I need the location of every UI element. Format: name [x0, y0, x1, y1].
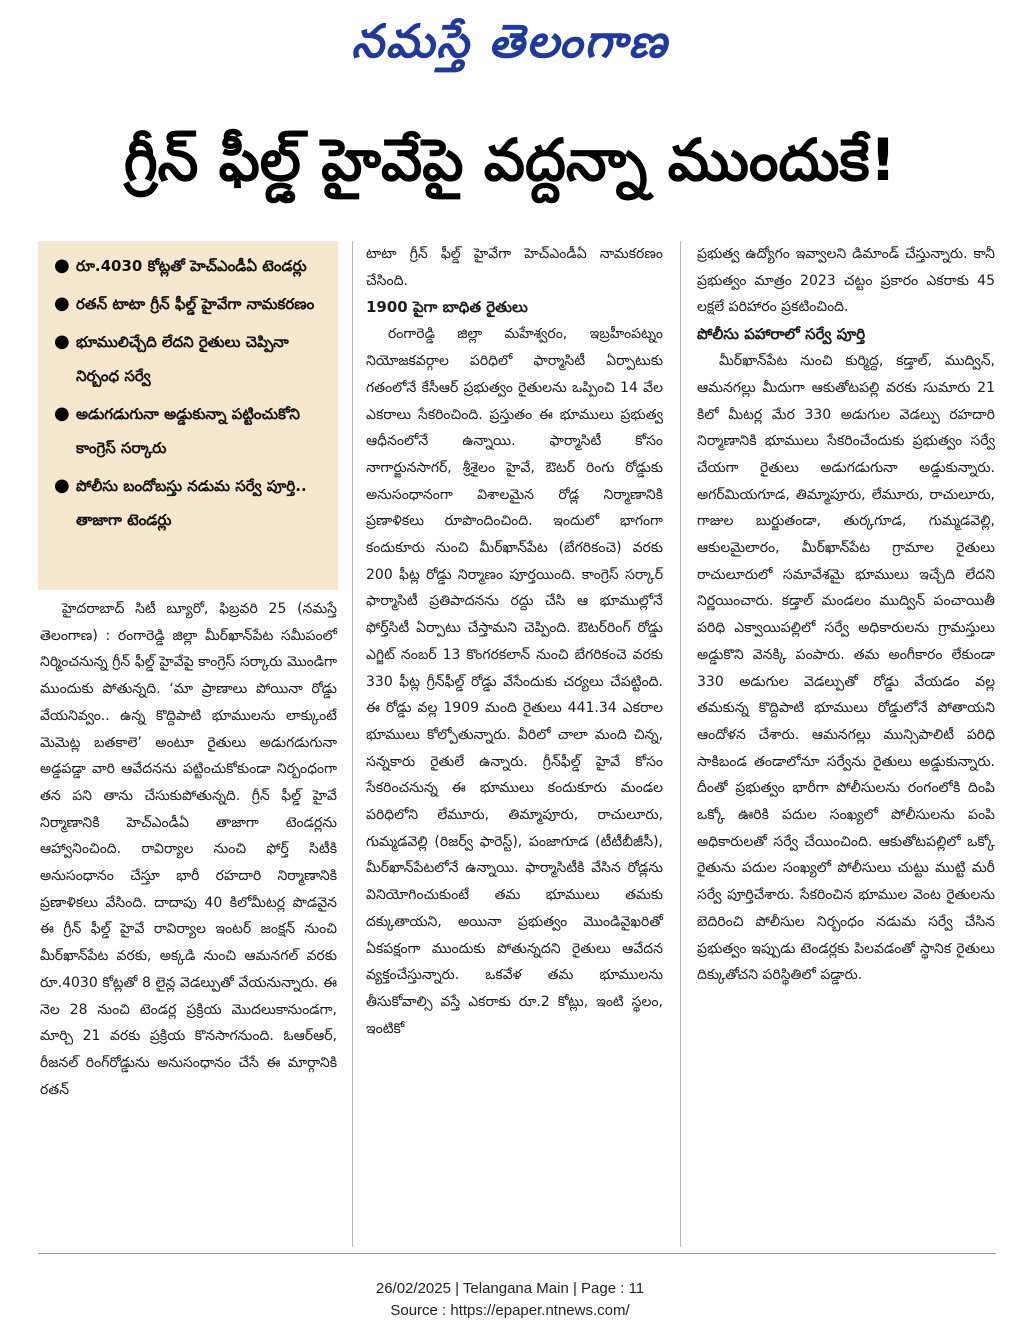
footer-divider: [38, 1253, 996, 1254]
bullet-icon: ●: [54, 475, 70, 496]
highlight-text: రతన్ టాటా గ్రీన్ ఫీల్డ్ హైవేగా నామకరణం: [76, 295, 315, 313]
highlight-item: [54, 287, 328, 321]
headline: గ్రీన్ ఫీల్డ్ హైవేపై వద్దన్నా ముందుకే!: [123, 126, 897, 194]
footer-date-page: 26/02/2025 | Telangana Main | Page : 11: [375, 1280, 645, 1297]
highlight-item: [54, 325, 328, 393]
highlight-text: అడుగడుగునా అడ్డుకున్నా పట్టించుకోని కాంగ్రెస్ సర్కారు: [76, 405, 300, 457]
bullet-icon: ●: [54, 331, 70, 352]
column-divider: [680, 241, 681, 1247]
masthead-logo: నమస్తే తెలంగాణ: [351, 14, 669, 68]
highlight-item: [54, 469, 328, 537]
article-paragraph: హైదరాబాద్ సిటీ బ్యూరో, ఫిబ్రవరి 25 (నమస్తే తెలంగాణ) : రంగారెడ్డి జిల్లా మీర్‌ఖాన్‌పేట సమీపంలో నిర్మించనున్న గ్రీన్ ఫీల్డ్ హైవేపై కాంగ్రెస్ సర్కారు మొండిగా ముందుకు పోతున్నది. ‘మా ప్రాణాలు పోయినా రోడ్డు వేయనివ్వం.. ఉన్న కొద్దిపాటి భూములను లాక్కుంటే మెమెట్ల బతకాలె’ అంటూ రైతులు అడుగడుగునా అడ్డపడ్డా వారి ఆవేదనను పట్టించుకోకుండా నిర్బంధంగా తన పని తాను చేసుకుపోతున్నది. గ్రీన్ ఫీల్డ్ హైవే నిర్మాణానికి హెచ్‌ఎండీఏ తాజాగా టెండర్లను ఆహ్వానించింది. రావిర్యాల నుంచి ఫోర్త్ సిటీకి అనుసంధానం చేస్తూ భారీ రహదారి నిర్మాణానికి ప్రణాళికలు వేసింది. దాదాపు 40 కిలోమీటర్ల పొడవైన ఈ గ్రీన్ ఫీల్డ్ హైవే రావిర్యాల ఇంటర్ జంక్షన్ నుంచి మీర్‌ఖాన్‌పేట వరకు, అక్కడి నుంచి ఆమనగల్ వరకు రూ.4030 కోట్లతో 8 లైన్ల వెడల్పుతో వేయనున్నారు. ఈ నెల 28 నుంచి టెండర్ల ప్రక్రియ మొదలుకానుండగా, మార్చి 21 వరకు ప్రక్రియ కొనసాగనుంది. ఓఆర్ఆర్, రీజనల్ రింగ్‌రోడ్డును అనుసంధానం చేసే ఈ మార్గానికి రతన్: [40, 601, 337, 1098]
column-divider: [352, 241, 353, 1247]
article-paragraph: టాటా గ్రీన్ ఫీల్డ్ హైవేగా హెచ్‌ఎండీఏ నామకరణం చేసింది.: [366, 246, 663, 289]
highlight-text: పోలీసు బందోబస్తు నడుమ సర్వే పూర్తి.. తాజాగా టెండర్లు: [76, 477, 307, 529]
article-paragraph: రంగారెడ్డి జిల్లా మహేశ్వరం, ఇబ్రహీంపట్నం నియోజకవర్గాల పరిధిలో ఫార్మాసిటీ ఏర్పాటుకు గతంలోనే కేసీఆర్ ప్రభుత్వం రైతులను ఒప్పించి 14 వేల ఎకరాలు సేకరించింది. ప్రస్తుతం ఈ భూములు ప్రభుత్వ ఆధీనంలోనే ఉన్నాయి. ఫార్మాసిటీ కోసం నాగార్జునసాగర్, శ్రీశైలం హైవే, ఔటర్ రింగు రోడ్డుకు అనుసంధానంగా విశాలమైన రోడ్ల నిర్మాణానికి ప్రణాళికలు రూపొందించింది. ఇందులో భాగంగా కందుకూరు నుంచి మీర్‌ఖాన్‌పేట (బేగరికంచె) వరకు 200 ఫీట్ల రోడ్డు నిర్మాణం పూర్తయింది. కాంగ్రెస్ సర్కార్ ఫార్మాసిటీ ప్రతిపాదనను రద్దు చేసి ఆ భూముల్లోనే ఫోర్త్‌సిటీ ఏర్పాటు చేస్తామని చెప్పింది. ఔటర్‌రింగ్ రోడ్డు ఎగ్జిట్ నంబర్ 13 కొంగరకలాన్ నుంచి బేగరికంచె వరకు 330 ఫీట్ల గ్రీన్‌ఫీల్డ్ రోడ్డు వేసేందుకు చర్యలు చేపట్టింది. ఈ రోడ్డు వల్ల 1909 మంది రైతులు 441.34 ఎకరాల భూములు కోల్పోతున్నారు. వీరిలో చాలా మంది చిన్న, సన్నకారు రైతులే ఉన్నారు. గ్రీన్‌ఫీల్డ్ హైవే కోసం సేకరించనున్న ఈ భూములు కందుకూరు మండల పరిధిలోని లేమూరు, తిమ్మాపూరు, రాచులూరు, గుమ్మడవెల్లి (రిజర్వ్ ఫారెస్ట్), పంజాగూడ (టీటీబీజీసీ), మీర్‌ఖాన్‌పేటలోనే ఉన్నాయి. ఫార్మాసిటీకి వేసిన రోడ్లను వినియోగించుకుంటే తమ భూములు తమకు దక్కుతాయని, అయినా ప్రభుత్వం మొండివైఖరితో ఏకపక్షంగా ముందుకు పోతున్నదని రైతులు ఆవేదన వ్యక్తంచేస్తున్నారు. ఒకవేళ తమ భూములను తీసుకోవాల్సి వస్తే ఎకరాకు రూ.2 కోట్లు, ఇంటి స్థలం, ఇంటికో: [366, 326, 663, 1037]
bullet-icon: ●: [54, 293, 70, 314]
bullet-icon: ●: [54, 403, 70, 424]
highlight-text: రూ.4030 కోట్లతో హెచ్‌ఎండీఏ టెండర్లు: [76, 257, 307, 275]
highlight-text: భూములిచ్చేది లేదని రైతులు చెప్పినా నిర్బంధ సర్వే: [76, 333, 289, 385]
highlights-box: [38, 241, 338, 590]
article-paragraph: ప్రభుత్వ ఉద్యోగం ఇవ్వాలని డిమాండ్ చేస్తున్నారు. కానీ ప్రభుత్వం మాత్రం 2023 చట్టం ప్రకారం ఎకరాకు 45 లక్షలే పరిహారం ప్రకటించింది.: [697, 246, 995, 316]
article-paragraph: మీర్‌ఖాన్‌పేట నుంచి కుర్మిద్ద, కడ్తాల్, ముద్విన్, ఆమనగల్లు మీదుగా ఆకుతోటపల్లి వరకు సుమారు 21 కిలో మీటర్ల మేర 330 అడుగుల వెడల్పు రహదారి నిర్మాణానికి భూములు సేకరించేందుకు ప్రభుత్వం సర్వే చేయగా రైతులు అడుగడుగునా అడ్డుకున్నారు. అగర్‌మియగూడ, తిమ్మాపూరు, లేమూరు, రాచులూరు, గాజుల బుర్జుతండా, తుర్కగూడ, గుమ్మడవెల్లి, ఆకులమైలారం, మీర్‌ఖాన్‌పేట గ్రామాల రైతులు రాచులూరులో సమావేశమై భూములు ఇచ్చేది లేదని నిర్ణయించారు. కడ్తాల్ మండలం ముద్విన్ పంచాయితీ పరిధి ఎక్వాయిపల్లిలో సర్వే అధికారులను గ్రామస్తులు అడ్డుకొని వెనక్కి పంపారు. తమ అంగీకారం లేకుండా 330 అడుగుల వెడల్పుతో రోడ్డు వేయడం వల్ల తమకున్న కొద్దిపాటి భూములు రోడ్డులోనే పోతాయని ఆందోళన చేశారు. ఆమనగల్లు మున్సిపాలిటీ పరిధి సాకిబండ తండాలోనూ సర్వేను రైతులు అడ్డుకున్నారు. దీంతో ప్రభుత్వం భారీగా పోలీసులను రంగంలోకి దింపి ఒక్కో ఊరికి పదుల సంఖ్యలో పోలీసులను పంపి అధికారులతో సర్వే చేయించింది. ఆకుతోటపల్లిలో ఒక్కో రైతును పదుల సంఖ్యలో పోలీసులు చుట్టు ముట్టి మరీ సర్వే పూర్తిచేశారు. సేకరించిన భూముల వెంట రైతులను బెదిరించి పోలీసుల నిర్బంధం నడుమ సర్వే చేసిన ప్రభుత్వం ఇప్పుడు టెండర్లకు పిలవడంతో స్థానిక రైతులు దిక్కుతోచని పరిస్థితిలో పడ్డారు.: [697, 353, 995, 984]
section-subhead: 1900 పైగా బాధిత రైతులు: [366, 298, 528, 317]
bullet-icon: ●: [54, 255, 70, 276]
article-column-right: [697, 241, 995, 989]
highlight-item: [54, 397, 328, 465]
article-column-left: [40, 596, 337, 1103]
article-column-middle: [366, 241, 663, 1042]
section-subhead: పోలీసు పహారాలో సర్వే పూర్తి: [697, 325, 866, 344]
footer-source: Source : https://epaper.ntnews.com/: [390, 1302, 630, 1319]
highlight-item: [54, 249, 328, 283]
